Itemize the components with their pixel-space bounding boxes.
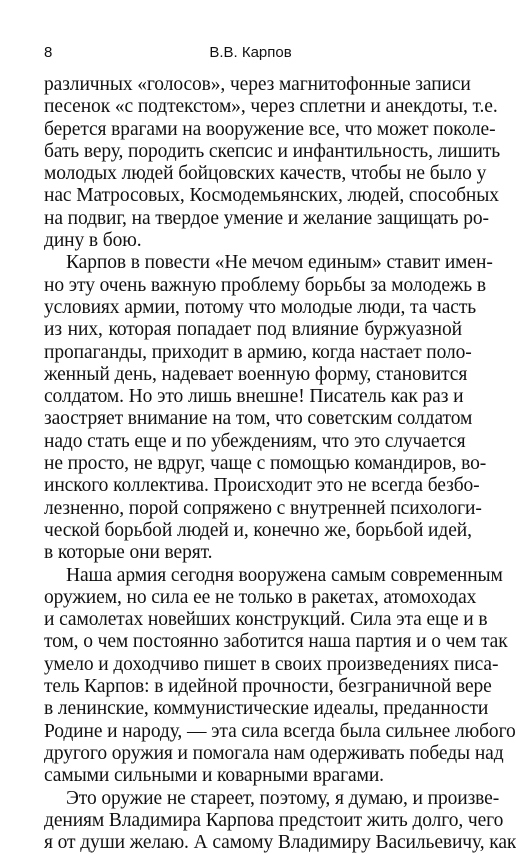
body-text: [44, 74, 462, 854]
text-line: песенок «с подтекстом», через сплетни и анекдоты, т.е.: [44, 96, 462, 118]
text-line: различных «голосов», через магнитофонные записи: [44, 74, 462, 96]
paragraph: [44, 252, 462, 564]
text-line: молодых людей бойцовских качеств, чтобы не было у: [44, 163, 462, 185]
text-line: солдатом. Но это лишь внешне! Писатель как раз и: [44, 386, 462, 408]
text-line: Это оружие не стареет, поэтому, я думаю, и произве-: [44, 788, 462, 810]
page-number: 8: [44, 44, 52, 61]
text-line: не просто, не вдруг, чаще с помощью командиров, во-: [44, 453, 462, 475]
text-line: дениям Владимира Карпова предстоит жить долго, чего: [44, 810, 462, 832]
paragraph: [44, 788, 462, 854]
text-line: но эту очень важную проблему борьбы за молодежь в: [44, 275, 462, 297]
text-line: пропаганды, приходит в армию, когда настает поло-: [44, 342, 462, 364]
running-title: В.В. Карпов: [40, 44, 461, 61]
text-line: в которые они верят.: [44, 542, 462, 564]
text-line: умело и доходчиво пишет в своих произведениях писа-: [44, 654, 462, 676]
text-line: нас Матросовых, Космодемьянских, людей, способных: [44, 185, 462, 207]
paragraph: [44, 565, 462, 788]
text-line: в ленинские, коммунистические идеалы, преданности: [44, 698, 462, 720]
text-line: на подвиг, на твердое умение и желание защищать ро-: [44, 208, 462, 230]
text-line: Карпов в повести «Не мечом единым» ставит имен-: [44, 252, 462, 274]
text-line: я от души желаю. А самому Владимиру Васильевичу, как: [44, 832, 462, 854]
text-line: самыми сильными и коварными врагами.: [44, 765, 462, 787]
text-line: бать веру, породить скепсис и инфантильность, лишить: [44, 141, 462, 163]
text-line: лезненно, порой сопряжено с внутренней психологи-: [44, 498, 462, 520]
text-line: берется врагами на вооружение все, что может поколе-: [44, 119, 462, 141]
text-line: из них, которая попадает под влияние буржуазной: [44, 319, 462, 341]
page-header: [40, 44, 461, 66]
text-line: тель Карпов: в идейной прочности, безграничной вере: [44, 676, 462, 698]
text-line: инского коллектива. Происходит это не всегда безбо-: [44, 475, 462, 497]
text-line: и самолетах новейших конструкций. Сила эта еще и в: [44, 609, 462, 631]
text-line: Родине и народу, — эта сила всегда была сильнее любого: [44, 721, 462, 743]
text-line: условиях армии, потому что молодые люди, та часть: [44, 297, 462, 319]
text-line: женный день, надевает военную форму, становится: [44, 364, 462, 386]
text-line: заостряет внимание на том, что советским солдатом: [44, 408, 462, 430]
text-line: надо стать еще и по убеждениям, что это случается: [44, 431, 462, 453]
text-line: дину в бою.: [44, 230, 462, 252]
paragraph: [44, 74, 462, 252]
text-line: ческой борьбой людей и, конечно же, борьбой идей,: [44, 520, 462, 542]
text-line: оружием, но сила ее не только в ракетах, атомоходах: [44, 587, 462, 609]
text-line: другого оружия и помогала нам одерживать победы над: [44, 743, 462, 765]
text-line: том, о чем постоянно заботится наша партия и о чем так: [44, 631, 462, 653]
text-line: Наша армия сегодня вооружена самым современным: [44, 565, 462, 587]
